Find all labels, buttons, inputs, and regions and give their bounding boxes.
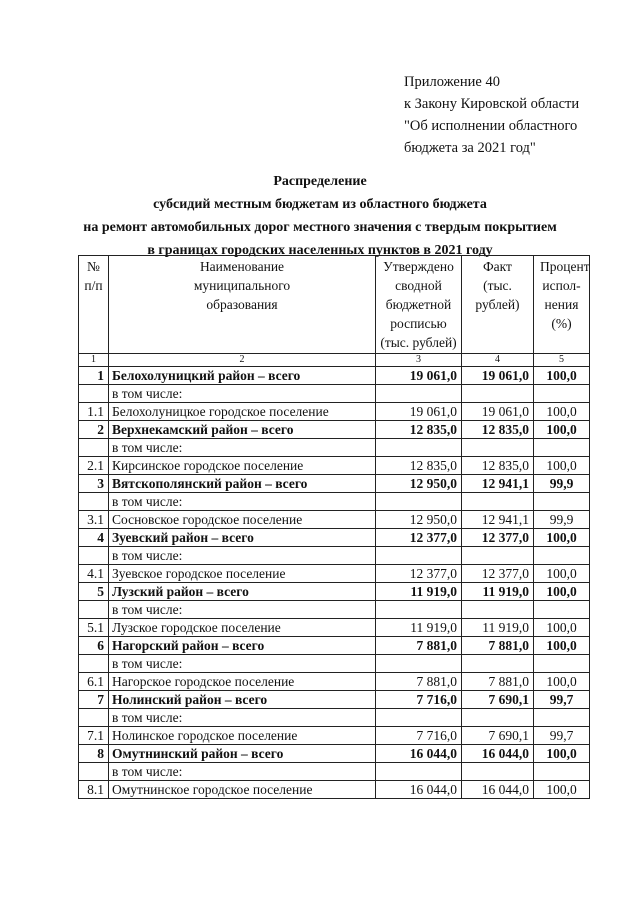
fact-amount	[462, 601, 534, 619]
execution-percent: 99,7	[534, 727, 590, 745]
table-row	[79, 727, 590, 745]
fact-amount	[462, 709, 534, 727]
appendix-line: бюджета за 2021 год"	[404, 140, 536, 156]
row-number: 2	[79, 421, 109, 439]
execution-percent: 100,0	[534, 457, 590, 475]
table-row	[79, 673, 590, 691]
approved-amount: 19 061,0	[376, 367, 462, 385]
table-row	[79, 475, 590, 493]
row-number	[79, 763, 109, 781]
column-number: 1	[79, 354, 109, 367]
municipality-name: Нагорское городское поселение	[109, 673, 376, 691]
approved-amount: 19 061,0	[376, 403, 462, 421]
table-row	[79, 583, 590, 601]
execution-percent: 100,0	[534, 745, 590, 763]
execution-percent: 100,0	[534, 619, 590, 637]
fact-amount	[462, 385, 534, 403]
row-number: 3.1	[79, 511, 109, 529]
row-number: 7.1	[79, 727, 109, 745]
title-line: субсидий местным бюджетам из областного бюджета	[153, 197, 487, 212]
approved-amount	[376, 709, 462, 727]
row-number	[79, 385, 109, 403]
row-number: 7	[79, 691, 109, 709]
row-number: 1.1	[79, 403, 109, 421]
municipality-name: в том числе:	[109, 601, 376, 619]
municipality-name: Нолинский район – всего	[109, 691, 376, 709]
municipality-name: в том числе:	[109, 547, 376, 565]
execution-percent	[534, 547, 590, 565]
fact-amount: 12 377,0	[462, 565, 534, 583]
table-row	[79, 745, 590, 763]
fact-amount	[462, 547, 534, 565]
table-row	[79, 511, 590, 529]
approved-amount: 12 377,0	[376, 529, 462, 547]
municipality-name: в том числе:	[109, 655, 376, 673]
row-number	[79, 709, 109, 727]
approved-amount: 16 044,0	[376, 745, 462, 763]
appendix-reference	[404, 71, 634, 159]
approved-amount: 12 835,0	[376, 457, 462, 475]
execution-percent: 100,0	[534, 583, 590, 601]
table-row	[79, 781, 590, 799]
title-line: на ремонт автомобильных дорог местного значения с твердым покрытием	[83, 220, 557, 235]
execution-percent: 100,0	[534, 781, 590, 799]
fact-amount: 19 061,0	[462, 403, 534, 421]
municipality-name: Нагорский район – всего	[109, 637, 376, 655]
fact-amount	[462, 439, 534, 457]
execution-percent	[534, 385, 590, 403]
municipality-name: Верхнекамский район – всего	[109, 421, 376, 439]
municipality-name: Лузское городское поселение	[109, 619, 376, 637]
approved-amount: 7 716,0	[376, 691, 462, 709]
municipality-name: Омутнинский район – всего	[109, 745, 376, 763]
table-row	[79, 655, 590, 673]
fact-amount: 7 690,1	[462, 691, 534, 709]
row-number: 8.1	[79, 781, 109, 799]
approved-amount: 7 881,0	[376, 637, 462, 655]
municipality-name: в том числе:	[109, 439, 376, 457]
table-row	[79, 421, 590, 439]
approved-amount: 11 919,0	[376, 583, 462, 601]
approved-amount	[376, 547, 462, 565]
municipality-name: Сосновское городское поселение	[109, 511, 376, 529]
approved-amount: 7 716,0	[376, 727, 462, 745]
municipality-name: Зуевское городское поселение	[109, 565, 376, 583]
table-row	[79, 565, 590, 583]
fact-amount	[462, 763, 534, 781]
fact-amount: 19 061,0	[462, 367, 534, 385]
approved-amount: 7 881,0	[376, 673, 462, 691]
execution-percent: 100,0	[534, 673, 590, 691]
row-number: 6.1	[79, 673, 109, 691]
fact-amount: 11 919,0	[462, 619, 534, 637]
approved-amount	[376, 493, 462, 511]
column-header-name: Наименование муниципального образования	[109, 256, 376, 354]
fact-amount	[462, 493, 534, 511]
execution-percent: 99,9	[534, 511, 590, 529]
table-row	[79, 529, 590, 547]
fact-amount: 12 835,0	[462, 421, 534, 439]
table-row	[79, 439, 590, 457]
execution-percent: 100,0	[534, 421, 590, 439]
row-number: 1	[79, 367, 109, 385]
appendix-line: Приложение 40	[404, 74, 500, 90]
column-number: 5	[534, 354, 590, 367]
municipality-name: Зуевский район – всего	[109, 529, 376, 547]
row-number	[79, 439, 109, 457]
column-header-fact: Факт (тыс. рублей)	[462, 256, 534, 354]
approved-amount: 12 950,0	[376, 511, 462, 529]
table-row	[79, 457, 590, 475]
row-number: 8	[79, 745, 109, 763]
row-number: 3	[79, 475, 109, 493]
appendix-line: "Об исполнении областного	[404, 118, 578, 134]
table-row	[79, 691, 590, 709]
municipality-name: Белохолуницкий район – всего	[109, 367, 376, 385]
approved-amount	[376, 439, 462, 457]
row-number	[79, 601, 109, 619]
municipality-name: в том числе:	[109, 709, 376, 727]
execution-percent: 99,9	[534, 475, 590, 493]
column-number: 4	[462, 354, 534, 367]
row-number	[79, 655, 109, 673]
table-row	[79, 547, 590, 565]
approved-amount	[376, 385, 462, 403]
municipality-name: Вятскополянский район – всего	[109, 475, 376, 493]
fact-amount	[462, 655, 534, 673]
execution-percent	[534, 763, 590, 781]
table-row	[79, 493, 590, 511]
execution-percent	[534, 655, 590, 673]
table-row	[79, 763, 590, 781]
table-row	[79, 403, 590, 421]
municipality-name: в том числе:	[109, 763, 376, 781]
approved-amount	[376, 655, 462, 673]
execution-percent	[534, 439, 590, 457]
execution-percent	[534, 709, 590, 727]
execution-percent: 100,0	[534, 637, 590, 655]
row-number	[79, 493, 109, 511]
row-number: 6	[79, 637, 109, 655]
table-row	[79, 619, 590, 637]
execution-percent	[534, 493, 590, 511]
fact-amount: 12 941,1	[462, 475, 534, 493]
table-row	[79, 601, 590, 619]
table-row	[79, 709, 590, 727]
approved-amount: 12 835,0	[376, 421, 462, 439]
execution-percent: 100,0	[534, 529, 590, 547]
approved-amount: 12 377,0	[376, 565, 462, 583]
fact-amount: 12 941,1	[462, 511, 534, 529]
row-number: 5.1	[79, 619, 109, 637]
column-number: 2	[109, 354, 376, 367]
fact-amount: 7 881,0	[462, 673, 534, 691]
row-number: 4.1	[79, 565, 109, 583]
fact-amount: 12 377,0	[462, 529, 534, 547]
execution-percent	[534, 601, 590, 619]
appendix-line: к Закону Кировской области	[404, 96, 580, 112]
row-number	[79, 547, 109, 565]
fact-amount: 16 044,0	[462, 745, 534, 763]
municipality-name: Омутнинское городское поселение	[109, 781, 376, 799]
municipality-name: в том числе:	[109, 493, 376, 511]
execution-percent: 100,0	[534, 565, 590, 583]
column-header-approved: Утверждено сводной бюджетной росписью (тыс. рублей)	[376, 256, 462, 354]
row-number: 5	[79, 583, 109, 601]
municipality-name: Нолинское городское поселение	[109, 727, 376, 745]
subsidy-table	[78, 255, 590, 799]
title-line: Распределение	[273, 174, 367, 189]
fact-amount: 16 044,0	[462, 781, 534, 799]
table-row	[79, 385, 590, 403]
execution-percent: 99,7	[534, 691, 590, 709]
approved-amount: 12 950,0	[376, 475, 462, 493]
table-row	[79, 367, 590, 385]
fact-amount: 12 835,0	[462, 457, 534, 475]
approved-amount	[376, 601, 462, 619]
execution-percent: 100,0	[534, 403, 590, 421]
municipality-name: в том числе:	[109, 385, 376, 403]
fact-amount: 11 919,0	[462, 583, 534, 601]
execution-percent: 100,0	[534, 367, 590, 385]
column-header-percent: Процент испол-нения (%)	[534, 256, 590, 354]
row-number: 2.1	[79, 457, 109, 475]
column-number: 3	[376, 354, 462, 367]
municipality-name: Лузский район – всего	[109, 583, 376, 601]
document-title	[0, 170, 640, 262]
table-body	[79, 367, 590, 799]
approved-amount: 11 919,0	[376, 619, 462, 637]
approved-amount: 16 044,0	[376, 781, 462, 799]
column-header-number: № п/п	[79, 256, 109, 354]
municipality-name: Белохолуницкое городское поселение	[109, 403, 376, 421]
title-line: в границах городских населенных пунктов в 2021 году	[147, 243, 493, 258]
table-row	[79, 637, 590, 655]
row-number: 4	[79, 529, 109, 547]
approved-amount	[376, 763, 462, 781]
fact-amount: 7 690,1	[462, 727, 534, 745]
fact-amount: 7 881,0	[462, 637, 534, 655]
municipality-name: Кирсинское городское поселение	[109, 457, 376, 475]
